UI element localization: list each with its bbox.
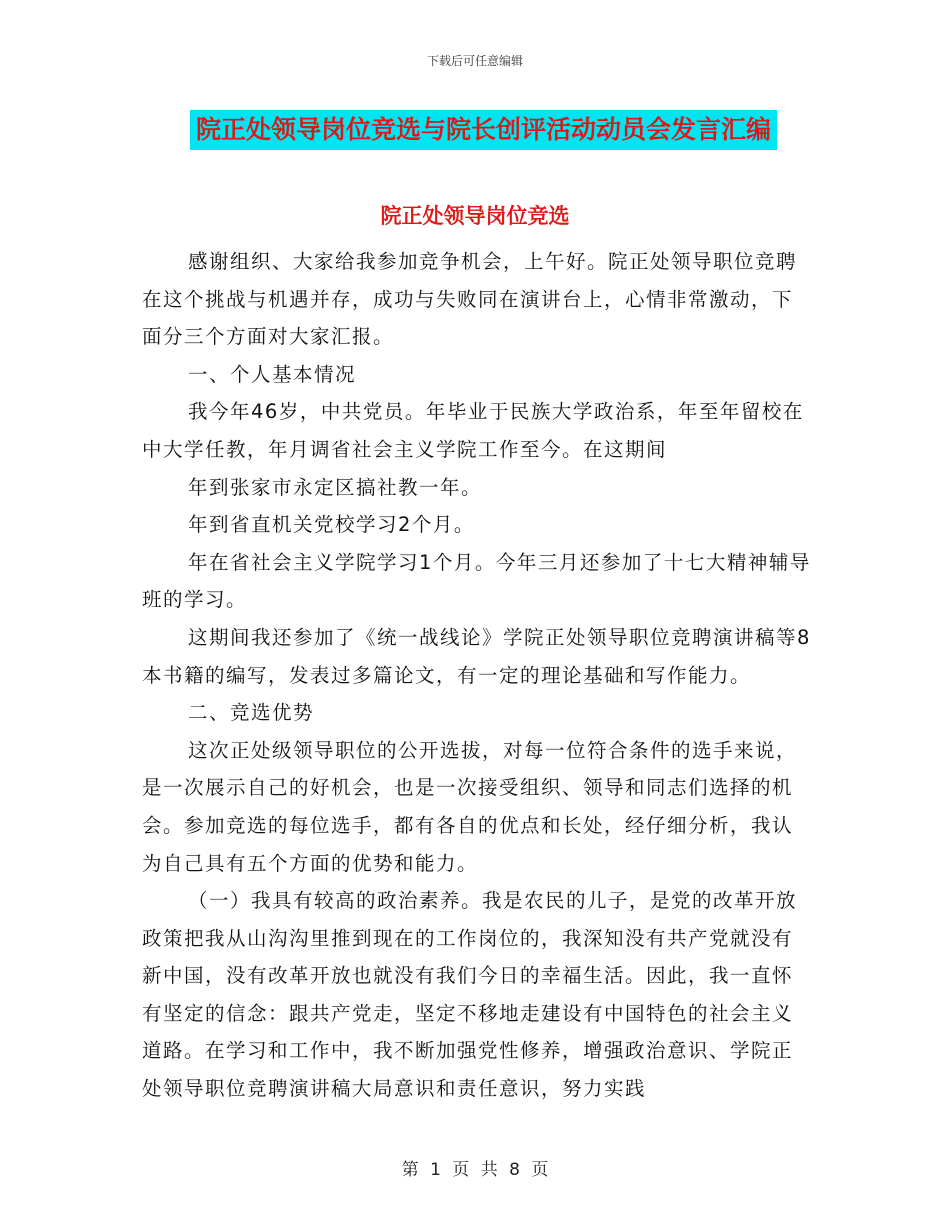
document-body: [142, 243, 812, 1108]
paragraph: （一）我具有较高的政治素养。我是农民的儿子，是党的改革开放政策把我从山沟沟里推到现在的工作岗位的，我深知没有共产党就没有新中国，没有改革开放也就没有我们今日的幸福生活。因此，我一直怀有坚定的信念：跟共产党走，坚定不移地走建设有中国特色的社会主义道路。在学习和工作中，我不断加强党性修养，增强政治意识、学院正处领导职位竞聘演讲稿大局意识和责任意识，努力实践: [142, 889, 798, 1101]
paragraph: 年在省社会主义学院学习1个月。今年三月还参加了十七大精神辅导班的学习。: [142, 550, 811, 612]
paragraph: 我今年46岁，中共党员。年毕业于民族大学政治系，年至年留校在中大学任教，年月调省社会主义学院工作至今。在这期间: [142, 400, 804, 461]
paragraph: 感谢组织、大家给我参加竞争机会，上午好。院正处领导职位竞聘在这个挑战与机遇并存，成功与失败同在演讲台上，心情非常激动，下面分三个方面对大家汇报。: [142, 250, 798, 349]
paragraph: 年到张家市永定区搞社教一年。: [188, 475, 483, 499]
document-title: 院正处领导岗位竞选与院长创评活动动员会发言汇编: [190, 110, 777, 150]
paragraph: 这期间我还参加了《统一战线论》学院正处领导职位竞聘演讲稿等8本书籍的编写，发表过多篇论文，有一定的理论基础和写作能力。: [142, 625, 811, 687]
page-number-footer: 第 1 页 共 8 页: [401, 1160, 549, 1180]
paragraph: 二、竞选优势: [188, 701, 315, 725]
page-header-note: 下载后可任意编辑: [426, 54, 523, 68]
paragraph: 年到省直机关党校学习2个月。: [188, 513, 475, 537]
paragraph: 这次正处级领导职位的公开选拔，对每一位符合条件的选手来说，是一次展示自己的好机会，也是一次接受组织、领导和同志们选择的机会。参加竞选的每位选手，都有各自的优点和长处，经仔细分析，我认为自己具有五个方面的优势和能力。: [142, 738, 798, 875]
section-title: 院正处领导岗位竞选: [380, 204, 570, 228]
paragraph: 一、个人基本情况: [188, 362, 357, 386]
